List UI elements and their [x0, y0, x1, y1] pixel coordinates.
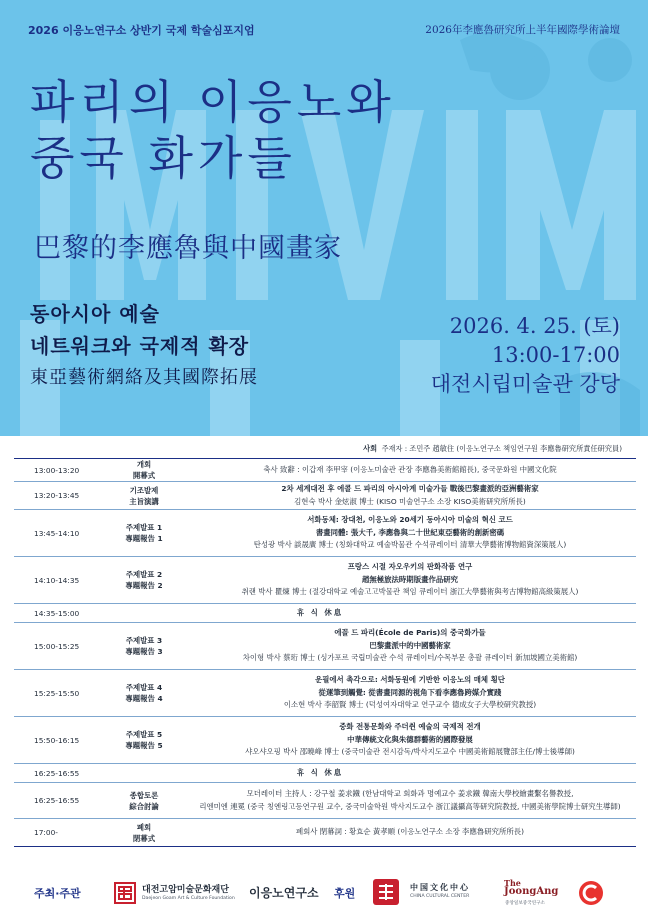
schedule-time: 13:00-13:20 — [14, 459, 94, 482]
joongang-logo-the: The — [504, 878, 521, 888]
talk-title-cn: 書畫同體: 張大千, 李應魯與二十世紀東亞藝術的創新密碼 — [315, 527, 505, 537]
cultural-center-name-en: CHINA CULTURAL CENTER — [410, 894, 470, 899]
schedule-row — [14, 764, 636, 783]
session-content — [194, 717, 636, 764]
event-info — [431, 312, 620, 399]
foundation-logo-icon — [114, 882, 136, 904]
session-label-line: 專題報告 4 — [125, 694, 163, 703]
joongang-logo-sub: 중앙일보중국연구소 — [505, 901, 545, 906]
talk-title-cn: 從運筆到觸覺: 從書畫同源的視角下看李應魯跨媒介實踐 — [318, 687, 502, 697]
main-title-korean — [30, 74, 510, 186]
schedule-time: 16:25-16:55 — [14, 764, 94, 783]
break-label: 휴 식 休息 — [94, 604, 636, 623]
session-label-line: 종합토론 — [129, 790, 159, 800]
talk-title-cn: 中華傳統文化與朱德群藝術的國際發展 — [347, 734, 473, 744]
session-label-line: 폐회 — [136, 822, 152, 832]
session-label-line: 개회 — [136, 460, 152, 469]
session-label-line: 기조발제 — [129, 485, 159, 495]
session-label-line: 專題報告 5 — [125, 741, 163, 750]
moderator-text: 주재자 : 조민주 趙敏住 (이응노연구소 책임연구원 李應魯研究所責任研究員) — [381, 444, 622, 453]
schedule-row — [14, 557, 636, 604]
session-label-line: 주제발표 1 — [125, 523, 163, 532]
session-content — [194, 510, 636, 557]
joongang-logo-name: JoongAng — [504, 886, 559, 897]
talk-title: 중화 전통문화와 주더췬 예술의 국제적 전개 — [339, 722, 481, 732]
session-label-line: 專題報告 2 — [125, 581, 163, 590]
event-date: 2026. 4. 25. (토) — [449, 314, 620, 338]
event-time: 13:00-17:00 — [491, 343, 620, 367]
speaker-info: 김현숙 박사 金炫淑 博士 (KISO 미술연구소 소장 KISO美術研究所所長) — [294, 496, 526, 506]
sponsor-label: 후원 — [334, 887, 356, 900]
session-label-line: 閉幕式 — [132, 833, 156, 843]
schedule-row — [14, 459, 636, 482]
session-label-line: 綜合討論 — [129, 801, 159, 811]
schedule-row — [14, 819, 636, 847]
schedule-row — [14, 717, 636, 764]
host-label: 주최·주관 — [34, 887, 81, 900]
schedule-time: 15:50-16:15 — [14, 717, 94, 764]
session-label — [94, 459, 194, 482]
subtitle-line-2: 네트워크와 국제적 확장 — [30, 334, 250, 358]
talk-title-cn: 巴黎畫派中的中國藝術家 — [369, 640, 451, 650]
cultural-center-seal-icon — [372, 878, 400, 906]
schedule-row — [14, 783, 636, 819]
footer — [0, 872, 648, 912]
session-label — [94, 557, 194, 604]
schedule-table — [14, 458, 636, 847]
hero-banner — [0, 0, 648, 436]
talk-title-cn: 趙無極旅法時期版畫作品研究 — [361, 574, 459, 584]
main-title-line-1: 파리의 이응노와 — [30, 75, 396, 129]
speaker-info: 샤오샤오핑 박사 邵曉峰 博士 (중국미술관 전시감독/박사지도교수 中國美術館展覽部主任/博士後導師) — [245, 747, 575, 757]
session-label-line: 주제발표 5 — [125, 730, 163, 739]
session-content — [194, 783, 636, 819]
session-label — [94, 783, 194, 819]
session-label — [94, 510, 194, 557]
session-label — [94, 717, 194, 764]
event-venue: 대전시립미술관 강당 — [430, 372, 620, 396]
session-label — [94, 482, 194, 510]
session-label — [94, 819, 194, 847]
talk-title: 에꼴 드 파리(École de Paris)의 중국화가들 — [334, 628, 486, 638]
session-content — [194, 557, 636, 604]
schedule-row — [14, 604, 636, 623]
session-label — [94, 623, 194, 670]
session-label-line: 주제발표 4 — [125, 683, 163, 692]
main-title-line-2: 중국 화가들 — [30, 131, 297, 185]
foundation-name: 대전고암미술문화재단 — [142, 885, 229, 895]
session-label-line: 專題報告 1 — [125, 534, 163, 543]
subtitle-chinese: 東亞藝術網絡及其國際拓展 — [30, 367, 258, 388]
schedule-time: 17:00- — [14, 819, 94, 847]
session-content — [194, 482, 636, 510]
event-series-label-cn: 2026年李應魯研究所上半年國際學術論壇 — [425, 24, 620, 36]
schedule-time: 16:25-16:55 — [14, 783, 94, 819]
schedule-time: 14:10-14:35 — [14, 557, 94, 604]
subtitle-line-1: 동아시아 예술 — [30, 302, 160, 326]
session-label-line: 專題報告 3 — [125, 647, 163, 656]
session-content — [194, 819, 636, 847]
schedule-time: 15:25-15:50 — [14, 670, 94, 717]
speaker-info: 이소현 박사 李韶賢 博士 (덕성여자대학교 연구교수 德成女子大學校研究教授) — [283, 700, 537, 710]
moderator-label: 사회 — [363, 444, 378, 453]
schedule-time: 13:45-14:10 — [14, 510, 94, 557]
talk-title: 운필에서 촉각으로: 서화동원에 기반한 이응노의 매체 횡단 — [315, 675, 505, 685]
schedule-row — [14, 482, 636, 510]
foundation-name-en: Daejeon Goam Art & Culture Foundation — [142, 896, 235, 901]
session-label-line: 主旨演講 — [129, 496, 159, 506]
speaker-info: 탄성광 박사 談晟廣 博士 (칭화대학교 예술박물관 수석큐레이터 清華大學藝術博物館資深策展人) — [253, 540, 567, 550]
speaker-info: 리엔미엔 連冕 (중국 칭엔링고등연구원 교수, 중국미술학원 박사지도교수 浙江議攝高等研究院教授, 中國美術學院博士研究生導師) — [199, 801, 621, 811]
session-content — [194, 670, 636, 717]
session-label-line: 주제발표 2 — [125, 570, 163, 579]
session-label — [94, 670, 194, 717]
talk-title: 2차 세계대전 후 에콜 드 파리의 아시아계 미술가들 戰後巴黎畫派的亞洲藝術家 — [281, 483, 539, 493]
main-title-chinese: 巴黎的李應魯與中國畫家 — [34, 233, 342, 264]
speaker-info: 폐회사 閉幕詞 : 황효순 黃孝順 (이응노연구소 소장 李應魯研究所所長) — [295, 827, 525, 837]
subtitle-block — [30, 298, 258, 394]
schedule-row — [14, 510, 636, 557]
schedule-row — [14, 623, 636, 670]
speaker-info: 모더레이터 主持人 : 강구철 姜求鐵 (한남대학교 회화과 명예교수 姜求鐵 韓南大學校繪畫繫名譽教授, — [246, 788, 574, 798]
speaker-info: 축사 致辭 : 이갑재 李甲宰 (이응노미술관 관장 李應魯美術館館長), 중국문화원 中國文化院 — [263, 464, 557, 474]
event-series-label: 2026 이응노연구소 상반기 국제 학술심포지엄 — [28, 24, 255, 37]
session-content — [194, 623, 636, 670]
break-label: 휴 식 休息 — [94, 764, 636, 783]
talk-title: 프랑스 시절 자오우키의 판화작품 연구 — [347, 562, 473, 572]
circle-logo-icon — [578, 880, 604, 906]
session-label-line: 開幕式 — [132, 471, 156, 480]
talk-title: 서화동체: 장대천, 이응노와 20세기 동아시아 미술의 혁신 코드 — [307, 515, 513, 525]
schedule-time: 15:00-15:25 — [14, 623, 94, 670]
session-content — [194, 459, 636, 482]
schedule-time: 13:20-13:45 — [14, 482, 94, 510]
speaker-info: 취랜 박사 瞿煉 博士 (절강대학교 예술고고박물관 책임 큐레이터 浙江大學藝術與考古博物館高級策展人) — [241, 587, 579, 597]
cultural-center-name: 中国文化中心 — [410, 883, 470, 892]
schedule-time: 14:35-15:00 — [14, 604, 94, 623]
speaker-info: 차이형 박사 蔡珩 博士 (싱가포르 국립미술관 수석 큐레이터/수목부문 총괄 큐레이터 新加坡國立美術館) — [242, 653, 578, 663]
session-label-line: 주제발표 3 — [125, 636, 163, 645]
institute-logo: 이응노연구소 — [249, 886, 319, 900]
schedule-row — [14, 670, 636, 717]
moderator-line — [363, 444, 622, 454]
